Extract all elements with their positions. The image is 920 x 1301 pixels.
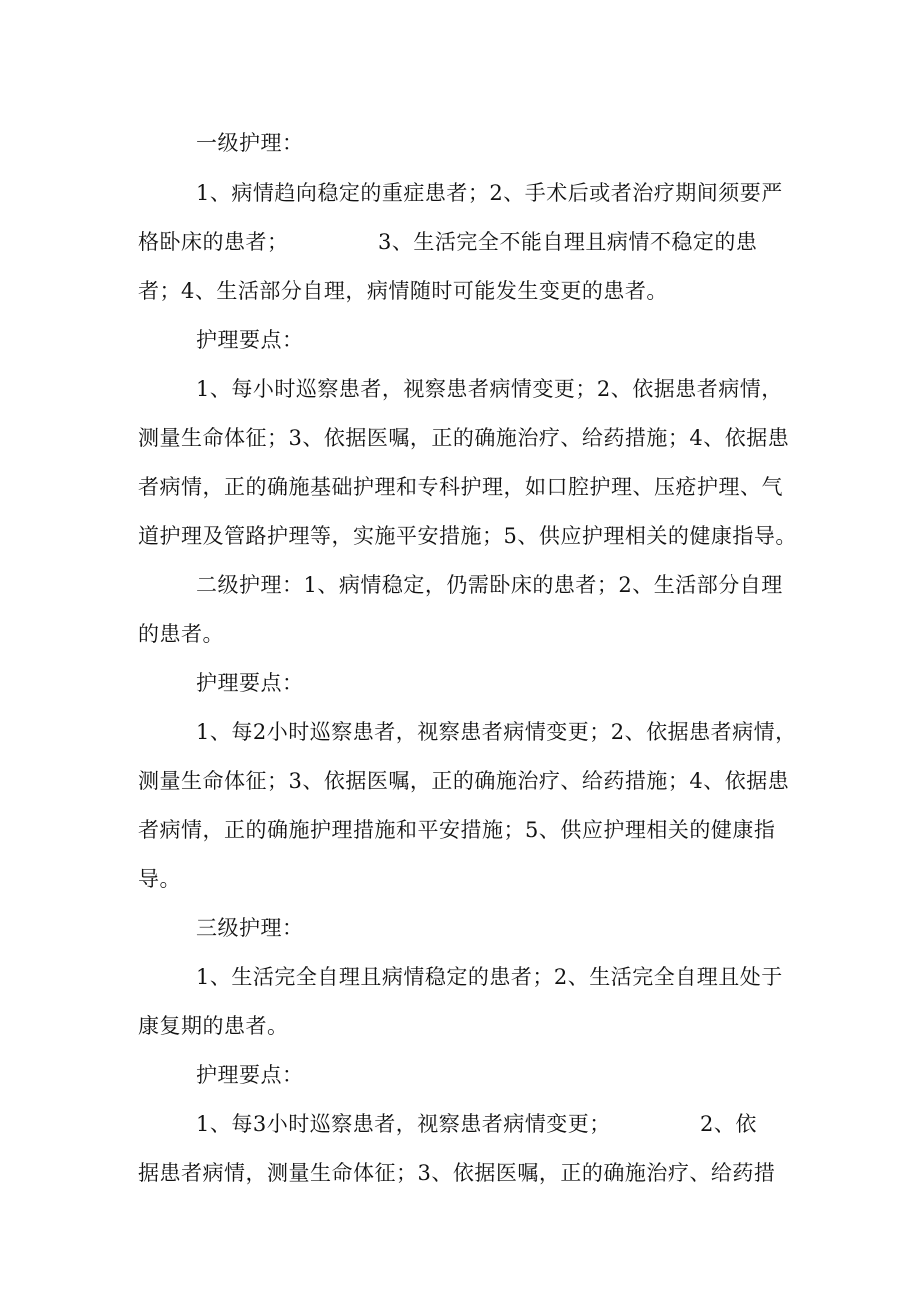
heading-care-points: 护理要点： [196,671,304,695]
paragraph-line: 1、生活完全自理且病情稳定的患者；2、生活完全自理且处于 [196,965,783,989]
paragraph-line: 者；4、生活部分自理，病情随时可能发生变更的患者。 [138,279,668,303]
paragraph-line: 测量生命体征；3、依据医嘱，正的确施治疗、给药措施；4、依据患 [138,426,790,450]
paragraph-line: 格卧床的患者； [138,230,289,254]
paragraph-line: 1、每3小时巡察患者，视察患者病情变更； [196,1112,611,1136]
paragraph-line: 1、病情趋向稳定的重症患者；2、手术后或者治疗期间须要严 [196,181,783,205]
paragraph-line: 导。 [138,867,181,891]
paragraph-line: 2、依 [700,1112,757,1136]
paragraph-line: 3、生活完全不能自理且病情不稳定的患 [378,230,758,254]
paragraph-line: 道护理及管路护理等，实施平安措施；5、供应护理相关的健康指导。 [138,524,797,548]
paragraph-line: 1、每2小时巡察患者，视察患者病情变更；2、依据患者病情， [196,720,797,744]
heading-level-1-care: 一级护理： [196,131,304,155]
paragraph-line: 测量生命体征；3、依据医嘱，正的确施治疗、给药措施；4、依据患 [138,769,790,793]
paragraph-line: 者病情，正的确施基础护理和专科护理，如口腔护理、压疮护理、气 [138,475,783,499]
heading-level-3-care: 三级护理： [196,916,304,940]
paragraph-line: 康复期的患者。 [138,1014,289,1038]
heading-care-points: 护理要点： [196,1063,304,1087]
paragraph-line: 的患者。 [138,622,224,646]
paragraph-line-level-2: 二级护理：1、病情稳定，仍需卧床的患者；2、生活部分自理 [196,573,783,597]
paragraph-line: 据患者病情，测量生命体征；3、依据医嘱，正的确施治疗、给药措 [138,1161,776,1185]
paragraph-line: 者病情，正的确施护理措施和平安措施；5、供应护理相关的健康指 [138,818,776,842]
paragraph-line: 1、每小时巡察患者，视察患者病情变更；2、依据患者病情， [196,377,783,401]
heading-care-points: 护理要点： [196,328,304,352]
